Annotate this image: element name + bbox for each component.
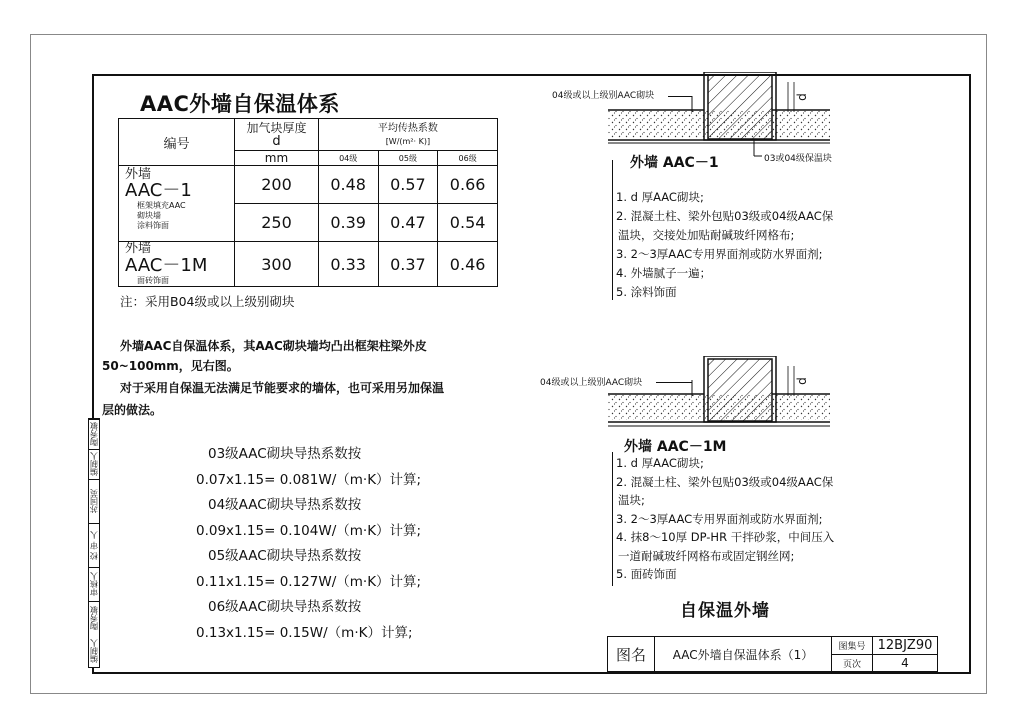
group-aac-1 xyxy=(119,166,235,242)
fig1-name: 外墙 AAC－1 xyxy=(630,155,719,171)
group1-line1: 外墙 xyxy=(125,167,152,182)
calc-05-label: 05级AAC砌块导热系数按 xyxy=(208,548,362,564)
fig2-item: 1. d 厚AAC砌块; xyxy=(616,456,704,470)
k-unit: [W/(m²· K)] xyxy=(385,136,431,146)
calc-04-formula: 0.09x1.15= 0.104W/（m·K）计算; xyxy=(196,522,422,539)
row1-k05: 0.57 xyxy=(378,166,438,204)
k-label: 平均传热系数 xyxy=(377,122,438,134)
fig2-item: 2. 混凝土柱、梁外包贴03级或04级AAC保 xyxy=(616,474,834,489)
group-aac-1m xyxy=(119,242,235,287)
table-note: 注：采用B04级或以上级别砌块 xyxy=(120,294,295,309)
group1-line4: 砌块墙 xyxy=(137,211,161,220)
row2-k06: 0.54 xyxy=(438,204,498,242)
row2-thickness: 250 xyxy=(235,204,319,242)
row2-k04: 0.39 xyxy=(318,204,378,242)
page-number: 4 xyxy=(873,655,938,672)
group2-line1: 外墙 xyxy=(125,241,152,256)
figure-caption: 自保温外墙 xyxy=(680,601,770,621)
group1-line3: 框架填充AAC xyxy=(137,201,186,210)
side-cell: 审核人 xyxy=(89,567,99,601)
insulation-block xyxy=(708,75,772,139)
fig1-item: 2. 混凝土柱、梁外包贴03级或04级AAC保 xyxy=(616,209,834,223)
grade-06: 06级 xyxy=(438,151,498,166)
fig1-item: 3. 2～3厚AAC专用界面剂或防水界面剂; xyxy=(616,247,823,261)
title-block xyxy=(607,636,938,672)
row3-thickness: 300 xyxy=(235,242,319,287)
row1-thickness: 200 xyxy=(235,166,319,204)
approval-strip xyxy=(88,418,100,668)
row3-k05: 0.37 xyxy=(378,242,438,287)
fig2-item: 3. 2～3厚AAC专用界面剂或防水界面剂; xyxy=(616,511,823,526)
group2-code: AAC－1M xyxy=(125,255,208,276)
atlas-label: 图集号 xyxy=(832,637,873,655)
fig1-insulation-label: 03或04级保温块 xyxy=(764,154,832,164)
row3-k06: 0.46 xyxy=(438,242,498,287)
grade-05: 05级 xyxy=(378,151,438,166)
calc-05-formula: 0.11x1.15= 0.127W/（m·K）计算; xyxy=(196,573,422,590)
fig2-layers xyxy=(616,454,916,584)
side-cell: 苏国英 xyxy=(89,479,99,523)
side-cell: 校 审 人 xyxy=(89,523,99,567)
calc-06-label: 06级AAC砌块导热系数按 xyxy=(208,599,362,615)
fig2-dim: d xyxy=(794,377,809,385)
paragraph-line2: 50~100mm，见右图。 xyxy=(102,359,239,373)
fig1-item: 温块，交接处加贴耐碱玻纤网格布; xyxy=(618,228,795,242)
grade-04: 04级 xyxy=(318,151,378,166)
paragraph-line3: 对于采用自保温无法满足节能要求的墙体，也可采用另加保温 xyxy=(120,381,445,395)
thickness-symbol: d xyxy=(272,133,281,149)
calc-03-formula: 0.07x1.15= 0.081W/（m·K）计算; xyxy=(196,471,422,488)
side-cell: 陶秀敏 xyxy=(89,601,99,635)
fig1-callout: 04级或以上级别AAC砌块 xyxy=(552,91,655,101)
paragraph-line1: 外墙AAC自保温体系，其AAC砌块墙均凸出框架柱梁外皮 xyxy=(120,339,427,353)
fig1-layers xyxy=(616,188,916,302)
side-cell: 编制人 xyxy=(89,639,99,663)
fig2-name: 外墙 AAC－1M xyxy=(624,439,727,455)
side-cell: 陶秀敏 xyxy=(89,419,99,449)
col-header-thickness xyxy=(235,119,319,151)
fig2-item: 一道耐碱玻纤网格布或固定钢丝网; xyxy=(618,548,795,563)
fig2-item: 4. 抹8～10厚 DP-HR 干拌砂浆，中间压入 xyxy=(616,530,835,544)
heat-transfer-table xyxy=(118,118,498,287)
row3-k04: 0.33 xyxy=(318,242,378,287)
title-block-label: 图名 xyxy=(608,637,655,672)
fig2-callout: 04级或以上级别AAC砌块 xyxy=(540,378,643,388)
col-header-id: 编号 xyxy=(119,119,235,166)
group2-line3: 面砖饰面 xyxy=(137,276,169,285)
detail-aac-1m xyxy=(604,356,844,436)
fig2-item: 5. 面砖饰面 xyxy=(616,567,677,581)
calc-04-label: 04级AAC砌块导热系数按 xyxy=(208,497,362,513)
thickness-label: 加气块厚度 xyxy=(246,120,307,135)
title-block-name: AAC外墙自保温体系（1） xyxy=(655,637,832,672)
paragraph-line4: 层的做法。 xyxy=(102,403,163,417)
row2-k05: 0.47 xyxy=(378,204,438,242)
calc-block xyxy=(196,442,516,646)
fig1-item: 4. 外墙腻子一遍； xyxy=(616,266,712,280)
calc-03-label: 03级AAC砌块导热系数按 xyxy=(208,446,362,462)
side-cell: 编制人 xyxy=(89,449,99,479)
group1-code: AAC－1 xyxy=(125,180,192,201)
fig2-item: 温块; xyxy=(618,493,645,507)
group1-line5: 涂料饰面 xyxy=(137,221,169,230)
fig1-callout-leader xyxy=(668,96,692,97)
fig1-bracket xyxy=(612,160,615,300)
calc-06-formula: 0.13x1.15= 0.15W/（m·K）计算; xyxy=(196,624,413,641)
col-header-k xyxy=(318,119,497,151)
fig2-bracket xyxy=(612,452,615,586)
page-label: 页次 xyxy=(832,655,873,672)
fig1-item: 5. 涂料饰面 xyxy=(616,285,677,299)
thickness-unit: mm xyxy=(235,151,319,166)
fig2-callout-leader xyxy=(656,382,692,383)
atlas-number: 12BJZ90 xyxy=(873,637,938,655)
fig1-dim: d xyxy=(794,93,809,101)
row1-k04: 0.48 xyxy=(318,166,378,204)
page-title: AAC外墙自保温体系 xyxy=(140,92,340,116)
insulation-block xyxy=(708,359,772,421)
row1-k06: 0.66 xyxy=(438,166,498,204)
fig1-item: 1. d 厚AAC砌块; xyxy=(616,190,704,204)
